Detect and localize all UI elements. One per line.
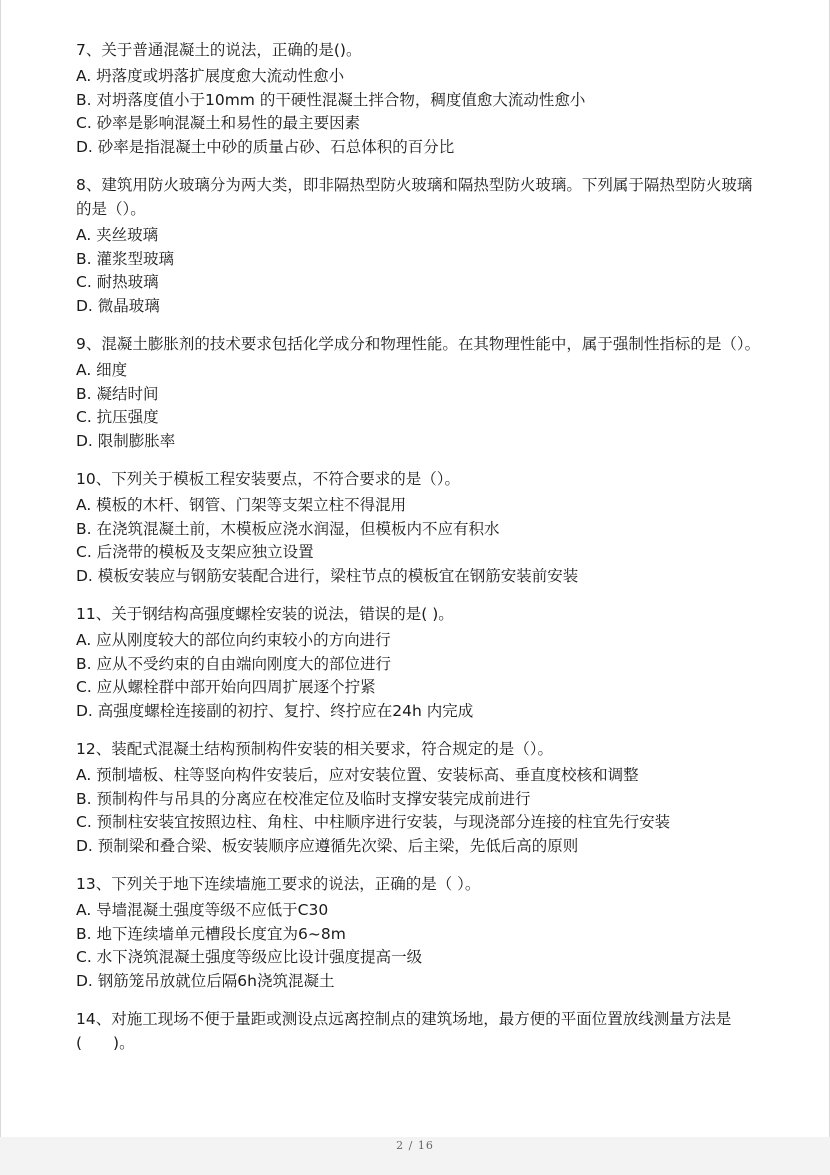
- answer-option: C. 预制柱安装宜按照边柱、角柱、中柱顺序进行安装，与现浇部分连接的柱宜先行安装: [76, 813, 671, 831]
- question-title: 7、关于普通混凝土的说法，正确的是()。: [76, 41, 362, 59]
- question-list: [76, 36, 766, 1069]
- question-title: 10、下列关于模板工程安装要点，不符合要求的是（）。: [76, 470, 460, 488]
- answer-option: C. 水下浇筑混凝土强度等级应比设计强度提高一级: [76, 948, 423, 966]
- answer-option: A. 应从刚度较大的部位向约束较小的方向进行: [76, 631, 391, 649]
- answer-option: D. 预制梁和叠合梁、板安装顺序应遵循先次梁、后主梁，先低后高的原则: [76, 836, 579, 855]
- answer-option: B. 灌浆型玻璃: [76, 249, 174, 268]
- question-block: [76, 173, 766, 318]
- answer-option: A. 坍落度或坍落扩展度愈大流动性愈小: [76, 67, 345, 85]
- answer-option: A. 夹丝玻璃: [76, 226, 159, 244]
- answer-option: D. 钢筋笼吊放就位后隔6h浇筑混凝土: [76, 971, 335, 990]
- page-number: 2 / 16: [396, 1139, 434, 1152]
- question-title: 13、下列关于地下连续墙施工要求的说法，正确的是（ ）。: [76, 875, 481, 893]
- answer-option: A. 细度: [76, 361, 128, 379]
- answer-option: B. 在浇筑混凝土前，木模板应浇水润湿，但模板内不应有积水: [76, 519, 500, 538]
- answer-option: B. 应从不受约束的自由端向刚度大的部位进行: [76, 654, 391, 673]
- answer-option: B. 预制构件与吊具的分离应在校准定位及临时支撑安装完成前进行: [76, 789, 531, 808]
- question-block: [76, 602, 766, 723]
- question-title: 14、对施工现场不便于量距或测设点远离控制点的建筑场地，最方便的平面位置放线测量方法是( )。: [76, 1010, 732, 1052]
- answer-option: C. 抗压强度: [76, 408, 159, 426]
- answer-option: A. 模板的木杆、钢管、门架等支架立柱不得混用: [76, 496, 407, 514]
- question-title: 9、混凝土膨胀剂的技术要求包括化学成分和物理性能。在其物理性能中，属于强制性指标的是（）。: [76, 335, 761, 353]
- answer-option: D. 砂率是指混凝土中砂的质量占砂、石总体积的百分比: [76, 137, 455, 156]
- answer-option: D. 限制膨胀率: [76, 431, 176, 450]
- question-block: [76, 1007, 766, 1055]
- question-block: [76, 872, 766, 993]
- answer-option: D. 高强度螺栓连接副的初拧、复拧、终拧应在24h 内完成: [76, 701, 474, 720]
- answer-option: A. 预制墙板、柱等竖向构件安装后，应对安装位置、安装标高、垂直度校核和调整: [76, 766, 639, 784]
- question-block: [76, 467, 766, 588]
- answer-option: C. 耐热玻璃: [76, 273, 159, 291]
- question-title: 12、装配式混凝土结构预制构件安装的相关要求，符合规定的是（）。: [76, 740, 553, 758]
- question-title: 11、关于钢结构高强度螺栓安装的说法，错误的是( )。: [76, 605, 454, 623]
- answer-option: B. 地下连续墙单元槽段长度宜为6~8m: [76, 924, 346, 943]
- answer-option: C. 砂率是影响混凝土和易性的最主要因素: [76, 114, 361, 132]
- answer-option: D. 模板安装应与钢筋安装配合进行，梁柱节点的模板宜在钢筋安装前安装: [76, 566, 579, 585]
- question-block: [76, 737, 766, 858]
- answer-option: C. 后浇带的模板及支架应独立设置: [76, 543, 314, 561]
- question-block: [76, 38, 766, 159]
- answer-option: B. 凝结时间: [76, 384, 159, 403]
- question-title: 8、建筑用防火玻璃分为两大类，即非隔热型防火玻璃和隔热型防火玻璃。下列属于隔热型防火玻璃的是（）。: [76, 176, 753, 218]
- answer-option: C. 应从螺栓群中部开始向四周扩展逐个拧紧: [76, 678, 376, 696]
- answer-option: D. 微晶玻璃: [76, 296, 160, 315]
- answer-option: B. 对坍落度值小于10mm 的干硬性混凝土拌合物，稠度值愈大流动性愈小: [76, 90, 586, 109]
- answer-option: A. 导墙混凝土强度等级不应低于C30: [76, 901, 329, 919]
- question-block: [76, 332, 766, 453]
